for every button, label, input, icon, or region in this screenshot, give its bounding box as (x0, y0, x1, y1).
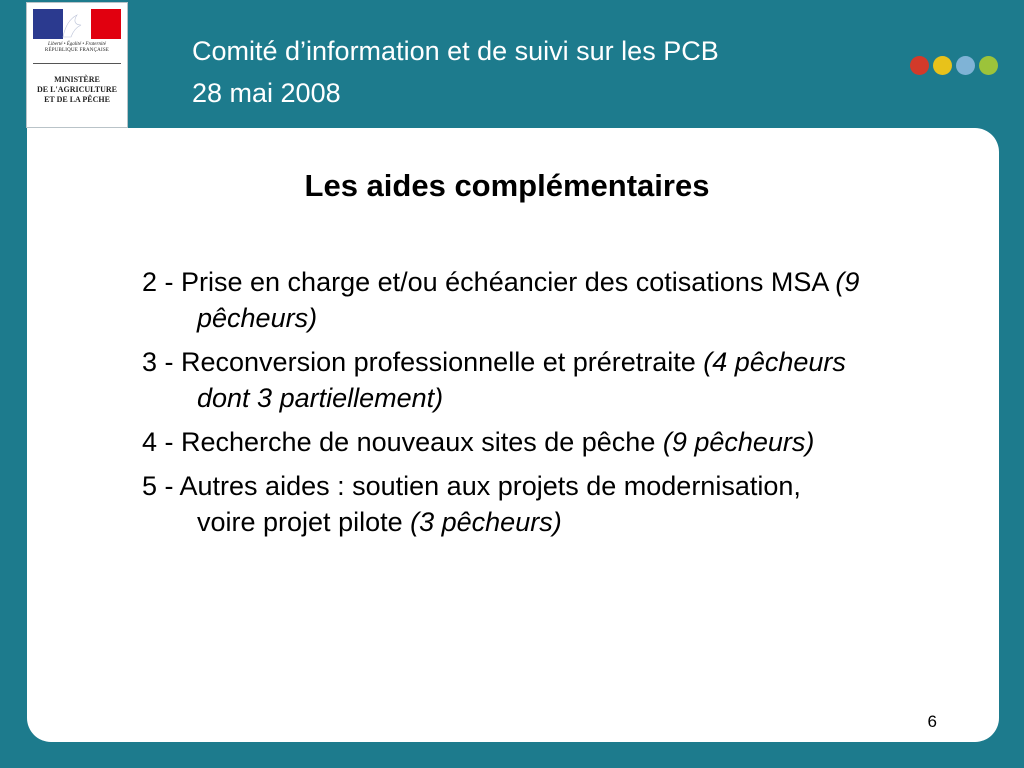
list-item (142, 344, 862, 416)
logo-ministry-line: MINISTÈRE (54, 75, 100, 84)
logo-ministry (29, 75, 125, 105)
list-item (142, 468, 862, 540)
logo-motto: Liberté • Égalité • Fraternité (48, 42, 106, 47)
list-item (142, 264, 862, 336)
slide-title: Les aides complémentaires (304, 168, 710, 203)
list-item-text: 4 - Recherche de nouveaux sites de pêche (142, 427, 663, 457)
list-item-note: (9 pêcheurs) (662, 427, 815, 457)
list-item-note: (3 pêcheurs) (410, 507, 562, 537)
list-item-note: (9 pêcheurs) (197, 267, 860, 333)
header-title: Comité d’information et de suivi sur les PCB (192, 36, 719, 66)
green-dot-icon (979, 56, 998, 75)
list-item-text: 5 - Autres aides : soutien aux projets de modernisation, voire projet pilote (142, 471, 801, 537)
page-number: 6 (927, 712, 937, 731)
list-item (142, 424, 862, 460)
logo-divider (33, 63, 121, 64)
list-item-note: (4 pêcheurs dont 3 partiellement) (197, 347, 846, 413)
content-panel (27, 128, 999, 742)
marianne-flag-icon (33, 9, 121, 39)
list-item-text: 3 - Reconversion professionnelle et préretraite (142, 347, 704, 377)
ministry-logo (26, 2, 128, 128)
logo-ministry-line: ET DE LA PÊCHE (44, 95, 110, 104)
header-date: 28 mai 2008 (192, 78, 341, 108)
decorative-dots (910, 56, 998, 75)
logo-republic: RÉPUBLIQUE FRANÇAISE (44, 48, 110, 53)
list-item-text: 2 - Prise en charge et/ou échéancier des cotisations MSA (142, 267, 836, 297)
logo-ministry-line: DE L'AGRICULTURE (37, 85, 117, 94)
aid-list (142, 264, 862, 548)
blue-dot-icon (956, 56, 975, 75)
yellow-dot-icon (933, 56, 952, 75)
red-dot-icon (910, 56, 929, 75)
